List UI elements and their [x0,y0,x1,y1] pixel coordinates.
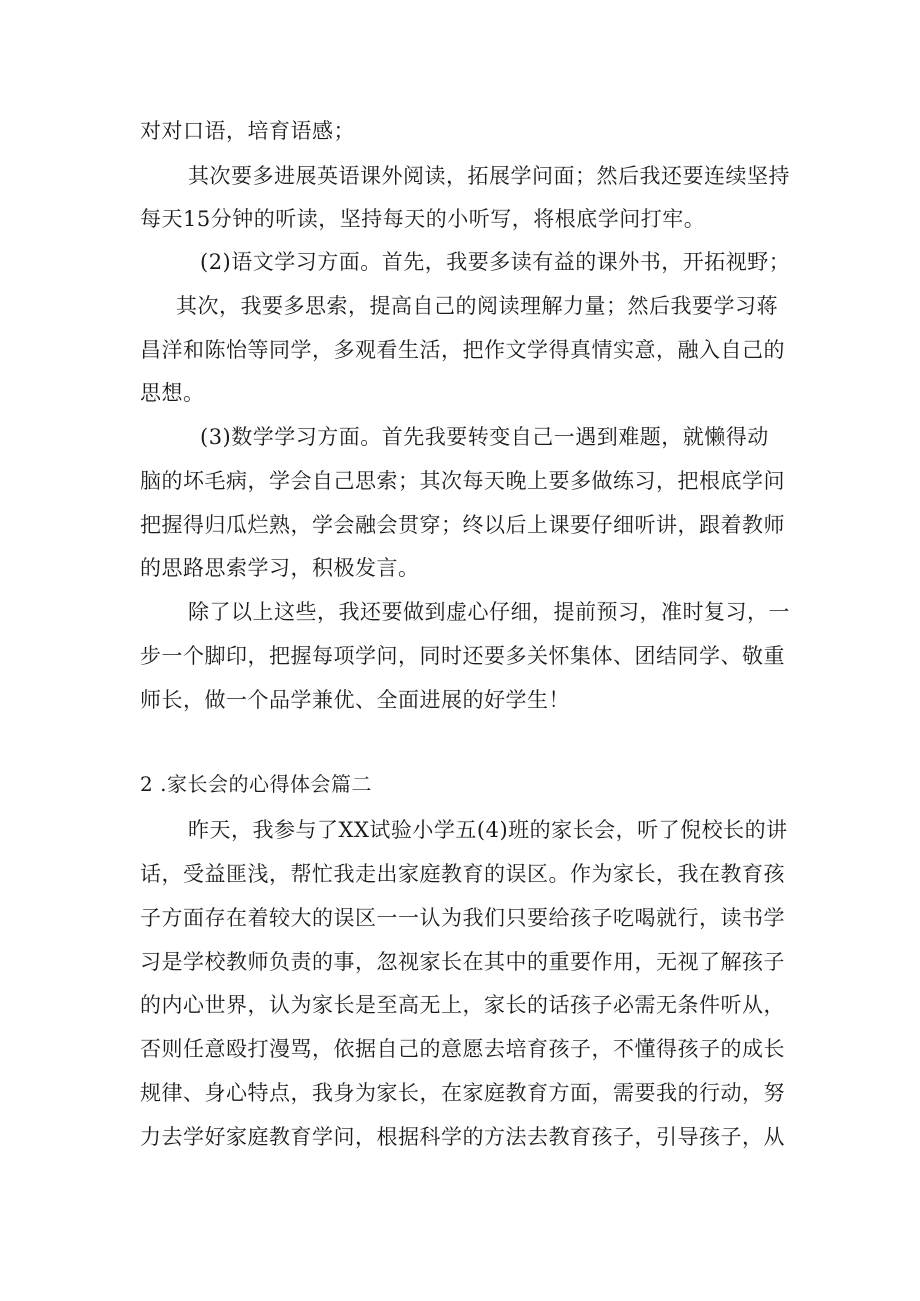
section-heading: 2 .家长会的心得体会篇二 [140,772,372,796]
paragraph-line: 步一个脚印，把握每项学问，同时还要多关怀集体、团结同学、敬重 [140,644,785,668]
paragraph-line: 其次要多进展英语课外阅读，拓展学问面；然后我还要连续坚持 [188,164,790,188]
paragraph-line: 每天15分钟的听读，坚持每天的小听写，将根底学问打牢。 [140,207,706,231]
paragraph-line: 的思路思索学习，积极发言。 [140,556,420,580]
paragraph-line: 子方面存在着较大的误区一一认为我们只要给孩子吃喝就行，读书学 [140,906,785,930]
paragraph-line: 的内心世界，认为家长是至高无上，家长的话孩子必需无条件听从， [140,993,785,1017]
paragraph-line: 话，受益匪浅，帮忙我走出家庭教育的误区。作为家长，我在教育孩 [140,862,785,886]
paragraph-line: (2)语文学习方面。首先，我要多读有益的课外书，开拓视野； [200,250,791,274]
paragraph-line: 把握得归瓜烂熟，学会融会贯穿；终以后上课要仔细听讲，跟着教师 [140,513,785,537]
paragraph-line: 思想。 [140,381,205,405]
paragraph-line: 除了以上这些，我还要做到虚心仔细，提前预习，准时复习，一 [188,600,790,624]
paragraph-line: 否则任意殴打漫骂，依据自己的意愿去培育孩子，不懂得孩子的成长 [140,1037,785,1061]
paragraph-line: 力去学好家庭教育学问，根据科学的方法去教育孩子，引导孩子，从 [140,1125,785,1149]
paragraph-line: 师长，做一个品学兼优、全面进展的好学生！ [140,688,570,712]
paragraph-line: 规律、身心特点，我身为家长，在家庭教育方面，需要我的行动，努 [140,1081,785,1105]
paragraph-line: 昨天，我参与了XX试验小学五(4)班的家长会，听了倪校长的讲 [188,818,788,842]
paragraph-line: 习是学校教师负责的事，忽视家长在其中的重要作用，无视了解孩子 [140,950,785,974]
paragraph-line: 脑的坏毛病，学会自己思索；其次每天晚上要多做练习，把根底学问 [140,469,785,493]
paragraph-line: 其次，我要多思索，提高自己的阅读理解力量；然后我要学习蒋 [176,294,778,318]
paragraph-line: (3)数学学习方面。首先我要转变自己一遇到难题，就懒得动 [200,425,769,449]
paragraph-line: 昌洋和陈怡等同学，多观看生活，把作文学得真情实意，融入自己的 [140,338,785,362]
paragraph-line: 对对口语，培育语感； [140,119,355,143]
